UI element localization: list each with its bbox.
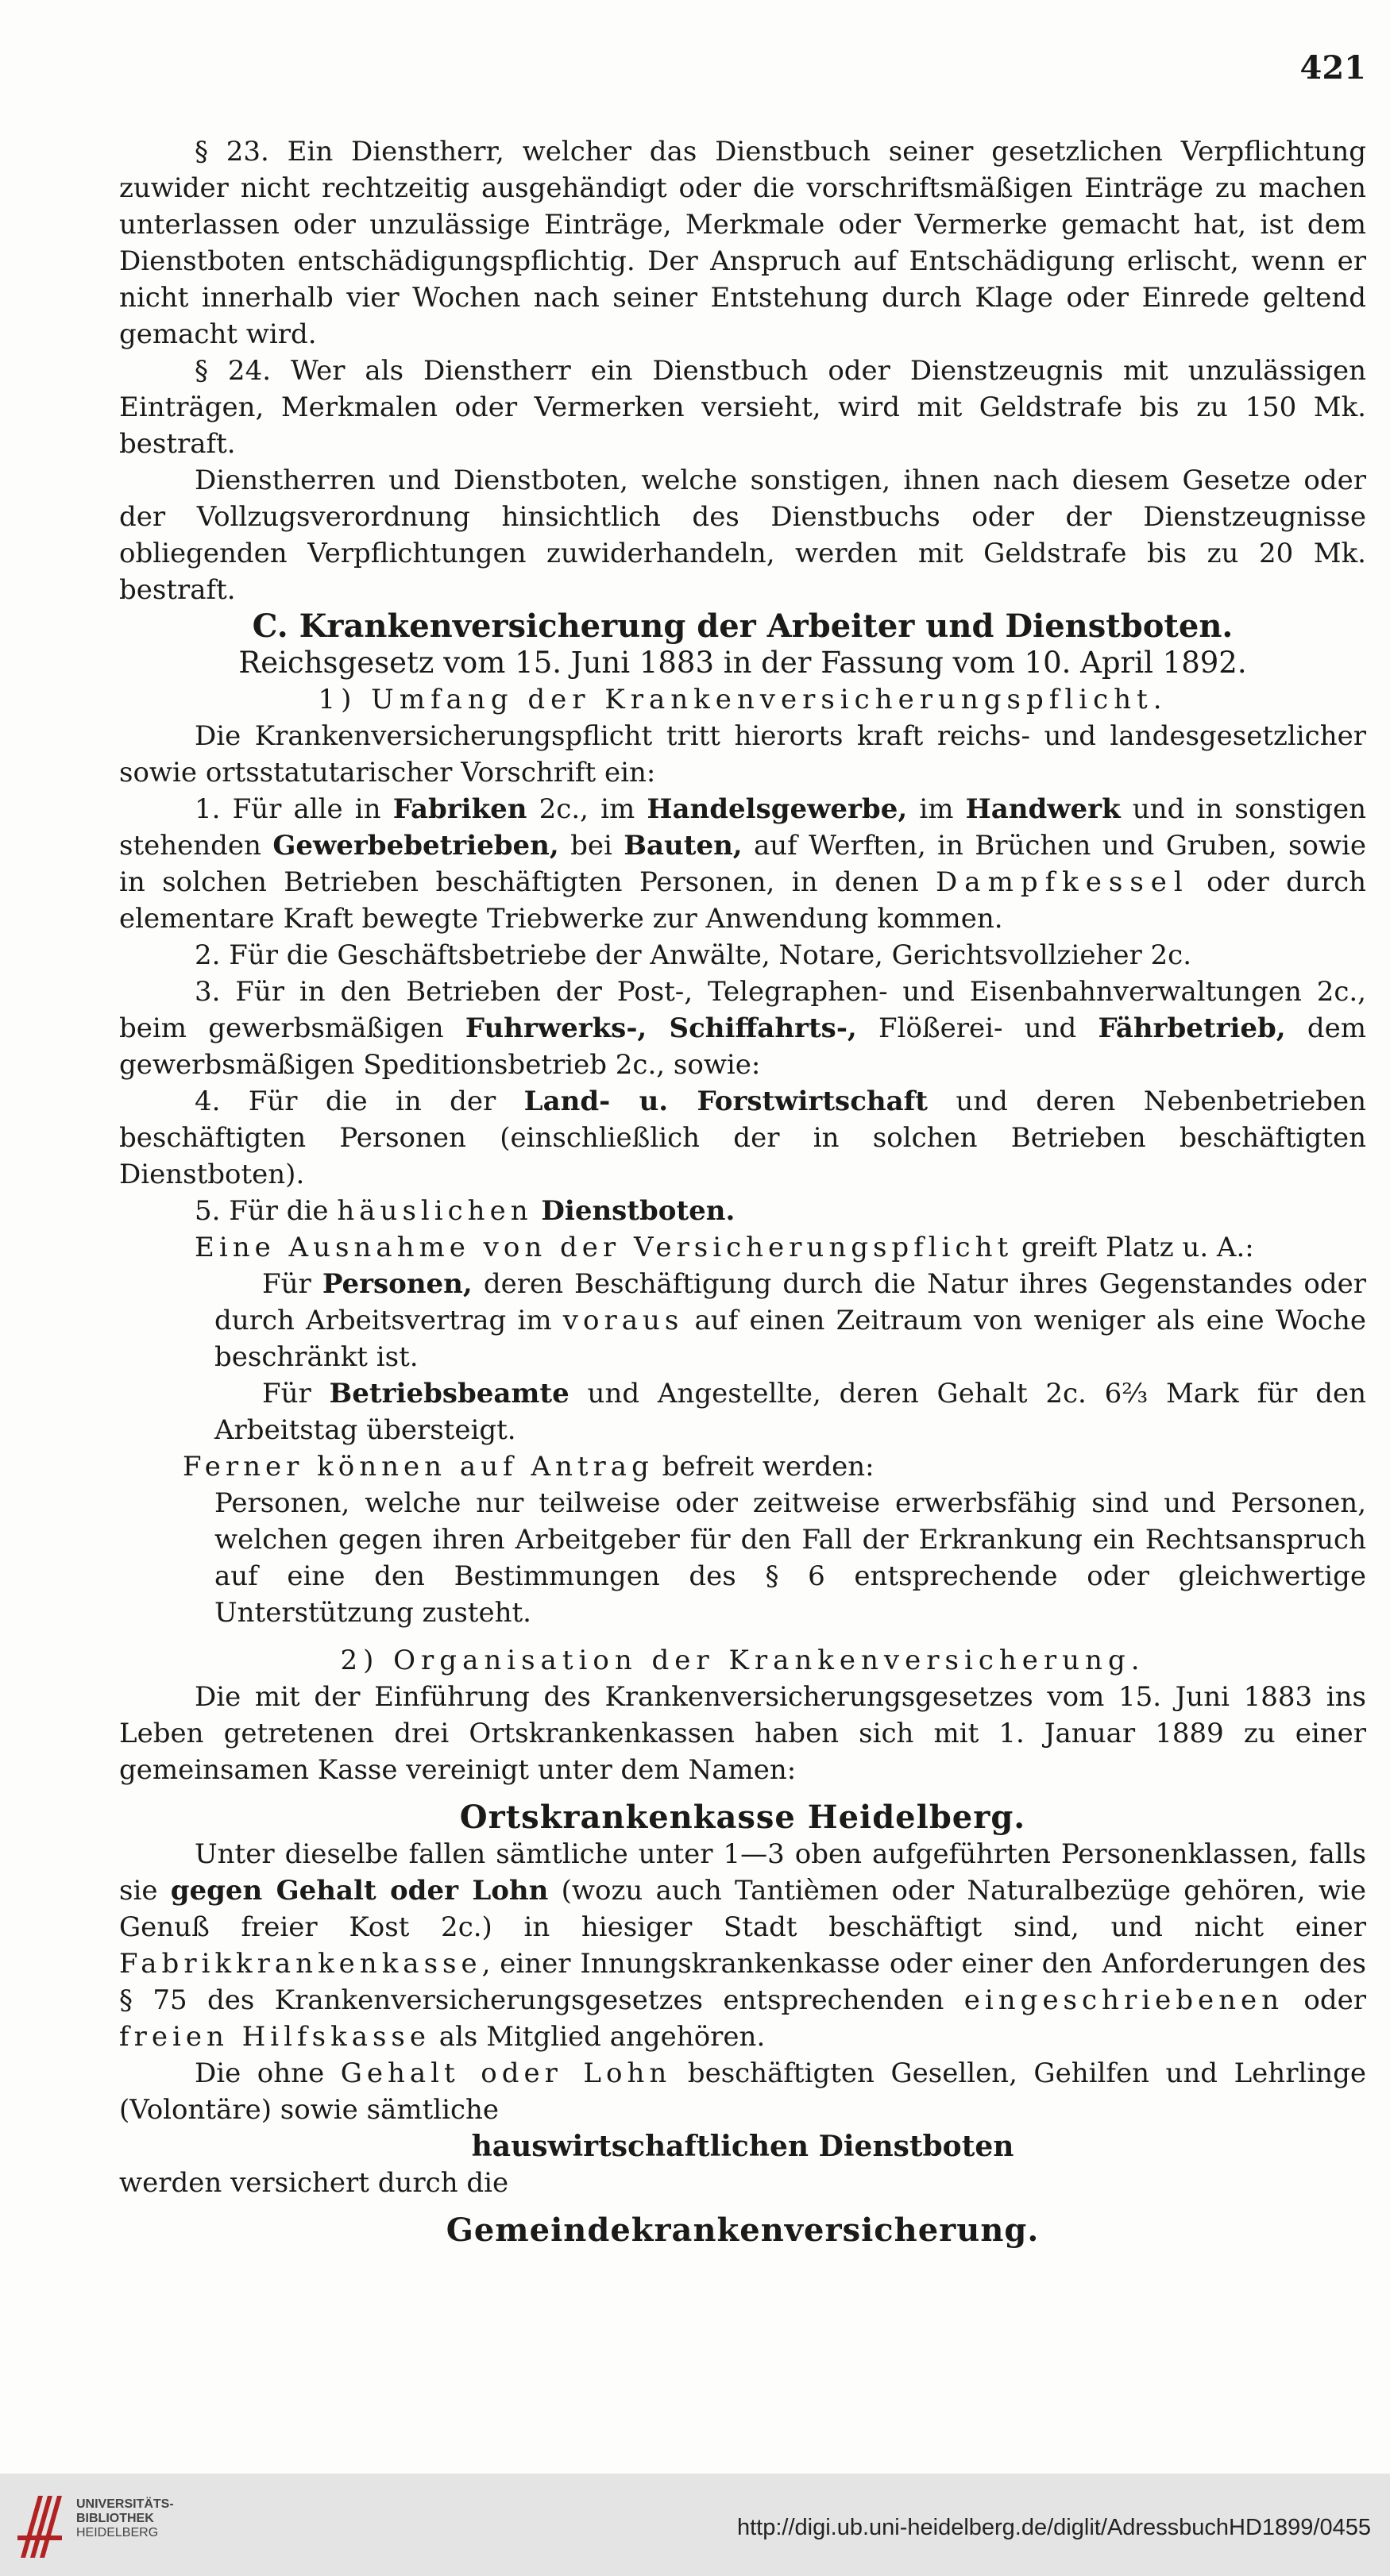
library-name: UNIVERSITÄTS- BIBLIOTHEK HEIDELBERG — [76, 2497, 174, 2539]
paragraph-founding: Die mit der Einführung des Krankenversicherungsgesetzes vom 15. Juni 1883 ins Leben getretenen drei Ortskrankenkassen haben sich mit 1. Januar 1889 zu einer gemeinsamen Kasse vereinigt unter dem Namen: — [119, 1681, 1366, 1786]
paragraph-obligation: Die Krankenversicherungspflicht tritt hierorts kraft reichs- und landesgesetzlicher sowie ortsstatutarischer Vorschrift ein: — [119, 720, 1366, 789]
page-number: 421 — [1299, 49, 1366, 87]
list-item-1: 1. Für alle in Fabriken 2c., im Handelsgewerbe, im Handwerk und in sonstigen stehenden Gewerbebetrieben, bei Bauten, auf Werften, in Brüchen und Gruben, sowie in solchen Betrieben beschäftigten Personen, in denen Dampfkessel oder durch elementare Kraft bewegte Triebwerke zur Anwendung kommen. — [119, 793, 1367, 935]
page-body — [119, 133, 1366, 2249]
list-item-4: 4. Für die in der Land- u. Forstwirtschaft und deren Nebenbetrieben beschäftigten Personen (einschließlich der in solchen Betrieben beschäftigten Dienstboten). — [119, 1086, 1367, 1190]
list-item-2: 2. Für die Geschäftsbetriebe der Anwälte, Notare, Gerichtsvollzieher 2c. — [195, 939, 1192, 971]
source-url-link[interactable]: http://digi.ub.uni-heidelberg.de/diglit/AdressbuchHD1899/0455 — [736, 2515, 1371, 2540]
exception-item-3: Personen, welche nur teilweise oder zeitweise erwerbsfähig sind und Personen, welchen gegen ihren Arbeitgeber für den Fall der Erkrankung ein Rechtsanspruch auf eine den Bestimmungen des § 6 entsprechende oder gleichwertige Unterstützung zusteht. — [214, 1487, 1366, 1629]
list-item-3: 3. Für in den Betrieben der Post-, Telegraphen- und Eisenbahnverwaltungen 2c., beim gewerbsmäßigen Fuhrwerks-, Schiffahrts-, Flößerei- und Fährbetrieb, dem gewerbsmäßigen Speditionsbetrieb 2c., sowie: — [119, 976, 1366, 1081]
heading-scope: 1) Umfang der Krankenversicherungspflicht. — [318, 684, 1168, 715]
gemeinde-insurance-heading: Gemeindekrankenversicherung. — [446, 2212, 1040, 2249]
university-library-logo-icon — [14, 2488, 65, 2564]
heading-organisation: 2) Organisation der Krankenversicherung. — [340, 1645, 1145, 1676]
exception-heading: Eine Ausnahme von der Versicherungspflicht greift Platz u. A.: — [195, 1232, 1254, 1263]
paragraph-penalty: Dienstherren und Dienstboten, welche sonstigen, ihnen nach diesem Gesetze oder der Vollzugsverordnung hinsichtlich des Dienstbuchs oder der Dienstzeugnisse obliegenden Verpflichtungen zuwiderhandeln, werden mit Geldstrafe bis zu 20 Mk. bestraft. — [119, 465, 1366, 606]
paragraph-24: § 24. Wer als Dienstherr ein Dienstbuch oder Dienstzeugnis mit unzulässigen Einträgen, Merkmalen oder Vermerken versieht, wird mit Geldstrafe bis zu 150 Mk. bestraft. — [119, 355, 1366, 460]
exception-item-2: Für Betriebsbeamte und Angestellte, deren Gehalt 2c. 6⅔ Mark für den Arbeitstag übersteigt. — [214, 1378, 1367, 1446]
paragraph-insured-by: werden versichert durch die — [119, 2167, 509, 2199]
paragraph-23: § 23. Ein Dienstherr, welcher das Dienstbuch seiner gesetzlichen Verpflichtung zuwider nicht rechtzeitig ausgehändigt oder die vorschriftsmäßigen Einträge zu machen unterlassen oder unzulässige Einträge, Merkmale oder Vermerke gemacht hat, ist dem Dienstboten entschädigungspflichtig. Der Anspruch auf Entschädigung erlischt, wenn er nicht innerhalb vier Wochen nach seiner Entstehung durch Klage oder Einrede geltend gemacht wird. — [119, 136, 1366, 350]
further-heading: Ferner können auf Antrag befreit werden: — [183, 1451, 875, 1483]
law-reference: Reichsgesetz vom 15. Juni 1883 in der Fassung vom 10. April 1892. — [238, 646, 1247, 680]
kasse-name: Ortskrankenkasse Heidelberg. — [459, 1799, 1026, 1836]
footer-bar — [0, 2474, 1390, 2576]
paragraph-unpaid: Die ohne Gehalt oder Lohn beschäftigten Gesellen, Gehilfen und Lehrlinge (Volontäre) sowie sämtliche — [119, 2057, 1366, 2126]
exception-item-1: Für Personen, deren Beschäftigung durch die Natur ihres Gegenstandes oder durch Arbeitsvertrag im voraus auf einen Zeitraum von weniger als eine Woche beschränkt ist. — [214, 1268, 1366, 1373]
list-item-5: 5. Für die häuslichen Dienstboten. — [195, 1195, 736, 1227]
domestic-servants-heading: hauswirtschaftlichen Dienstboten — [471, 2130, 1014, 2163]
paragraph-membership: Unter dieselbe fallen sämtliche unter 1—3 oben aufgeführten Personenklassen, falls sie gegen Gehalt oder Lohn (wozu auch Tantièmen oder Naturalbezüge gehören, wie Genuß freier Kost 2c.) in hiesiger Stadt beschäftigt sind, und nicht einer Fabrikkrankenkasse, einer Innungskrankenkasse oder einer den Anforderungen des § 75 des Krankenversicherungsgesetzes entsprechenden eingeschriebenen oder freien Hilfskasse als Mitglied angehören. — [119, 1838, 1366, 2053]
section-heading-c: C. Krankenversicherung der Arbeiter und Dienstboten. — [252, 607, 1234, 645]
